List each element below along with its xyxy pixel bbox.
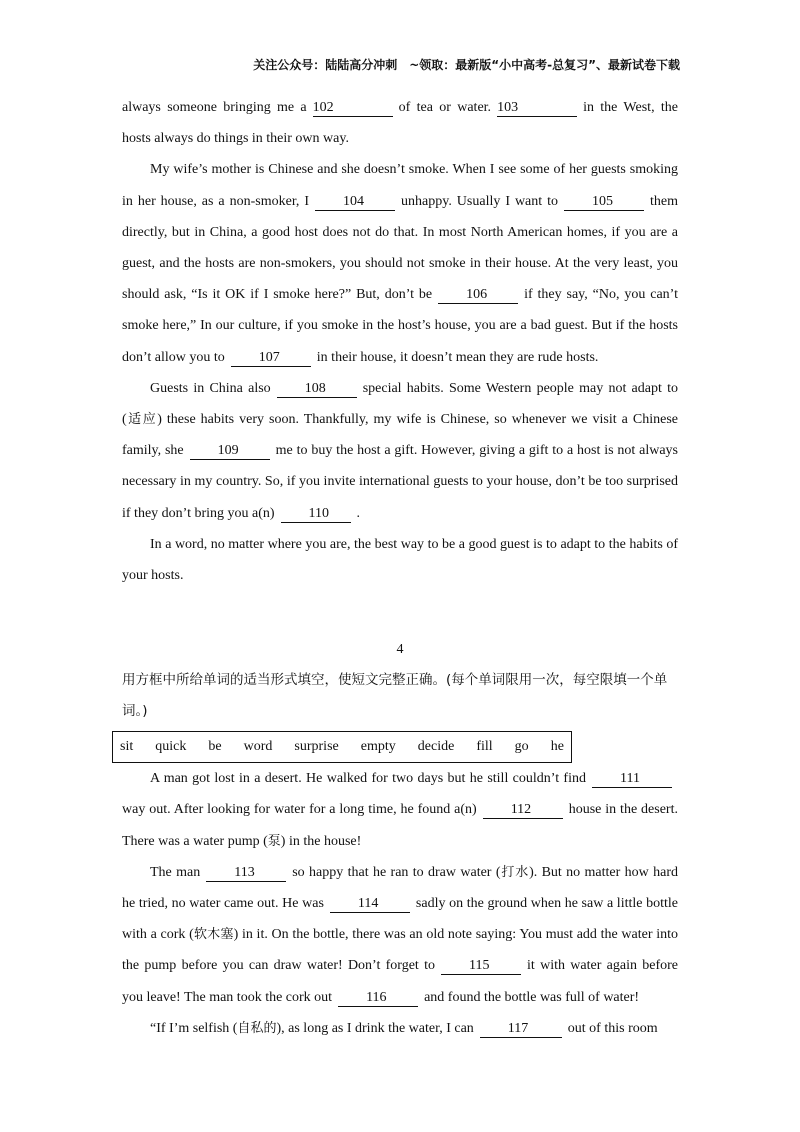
blank-111: 111 xyxy=(592,771,672,788)
chinese-gloss: 适应 xyxy=(126,412,158,428)
blank-112: 112 xyxy=(483,802,563,819)
blank-102: 102 xyxy=(313,100,393,117)
text: in the West, the hosts always do things in their own way. xyxy=(122,100,678,147)
paragraph-3 xyxy=(122,373,678,529)
instruction: 用方框中所给单词的适当形式填空，使短文完整正确。(每个单词限用一次，每空限填一个单词。) xyxy=(122,672,668,720)
word-box-item: be xyxy=(208,739,222,755)
text: out of this room xyxy=(567,1020,658,1036)
chinese-gloss: 软木塞 xyxy=(193,927,234,943)
text: sadly on the ground when he saw a little bottle with a cork ( xyxy=(122,896,678,943)
text: in their house, it doesn’t mean they are rude hosts. xyxy=(316,349,599,365)
paragraph-5 xyxy=(122,763,678,857)
blank-107: 107 xyxy=(231,350,311,367)
word-box-item: empty xyxy=(360,739,396,755)
text: them directly, but in China, a good host does not do that. In most North American homes, if you are a guest, and the hosts are non-smokers, you should not smoke in their house. At the very least, you should ask, “Is it OK if I smoke here?” But, don’t be xyxy=(122,193,679,303)
text: My wife’s mother is Chinese and she doesn’t smoke. When I see some of her guests smoking in her house, as a non-smoker, I xyxy=(122,162,678,209)
blank-110: 110 xyxy=(281,506,351,523)
blank-114: 114 xyxy=(330,896,410,913)
blank-106: 106 xyxy=(438,287,518,304)
blank-105: 105 xyxy=(564,194,644,211)
text: “If I’m selfish ( xyxy=(150,1020,238,1036)
text: always someone bringing me a xyxy=(122,100,307,115)
text: unhappy. Usually I want to xyxy=(401,193,559,209)
text: way out. After looking for water for a long time, he found a(n) xyxy=(122,802,477,818)
paragraph-2 xyxy=(122,154,678,372)
blank-113: 113 xyxy=(206,865,286,882)
text: A man got lost in a desert. He walked for two days but he still couldn’t find xyxy=(150,771,586,787)
paragraph-1 xyxy=(122,92,678,154)
document-body xyxy=(122,92,678,1044)
chinese-gloss: 自私的 xyxy=(237,1020,277,1036)
word-box-item: sit xyxy=(120,739,134,755)
word-box-item: surprise xyxy=(294,739,339,755)
text: Guests in China also xyxy=(150,380,271,396)
word-box-item: decide xyxy=(417,739,455,755)
chinese-gloss: 打水 xyxy=(500,864,530,880)
text: it with water again before you leave! The man took the cork out xyxy=(122,958,679,1005)
text: ) these habits very soon. Thankfully, my wife is Chinese, so whenever we visit a Chinese family, she xyxy=(122,412,678,459)
blank-109: 109 xyxy=(190,443,270,460)
text: and found the bottle was full of water! xyxy=(424,989,640,1005)
paragraph-4: In a word, no matter where you are, the best way to be a good guest is to adapt to the habits of your hosts. xyxy=(122,536,678,584)
blank-104: 104 xyxy=(315,194,395,211)
chinese-gloss: 泵 xyxy=(267,833,281,849)
word-box-item: quick xyxy=(155,739,187,755)
paragraph-7 xyxy=(122,1013,678,1044)
paragraph-6 xyxy=(122,857,678,1013)
text: ) in the house! xyxy=(280,833,362,849)
text: house in the desert. There was a water pump ( xyxy=(122,802,678,849)
word-box xyxy=(112,731,572,763)
text: ). But no matter how hard he tried, no water came out. He was xyxy=(122,864,678,912)
text: ) in it. On the bottle, there was an old note saying: You must add the water into the pump before you can draw water! Don’t forget to xyxy=(122,927,678,974)
word-box-item: he xyxy=(550,739,564,755)
page-number: 4 xyxy=(396,642,404,658)
blank-115: 115 xyxy=(441,958,521,975)
text: The man xyxy=(150,864,201,880)
text: so happy that he ran to draw water ( xyxy=(292,864,501,880)
word-box-item: go xyxy=(514,739,529,755)
text: ), as long as I drink the water, I can xyxy=(276,1020,474,1036)
text: special habits. Some Western people may not adapt to ( xyxy=(122,380,678,428)
page-header: 关注公众号：陆陆高分冲刺 ~领取：最新版“小中高考-总复习”、最新试卷下载 xyxy=(253,58,680,72)
text: me to buy the host a gift. However, giving a gift to a host is not always necessary in my country. So, if you invite international guests to your house, don’t be too surprised if they don’t bring you a(n) xyxy=(122,443,678,521)
blank-108: 108 xyxy=(277,381,357,398)
text: if they say, “No, you can’t smoke here,” In our culture, if you smoke in the host’s house, you are a bad guest. But if the hosts don’t allow you to xyxy=(122,287,678,365)
word-box-item: fill xyxy=(476,739,493,755)
blank-103: 103 xyxy=(497,100,577,117)
blank-117: 117 xyxy=(480,1021,562,1038)
word-box-item: word xyxy=(243,739,273,755)
blank-116: 116 xyxy=(338,990,418,1007)
text: . xyxy=(356,505,361,521)
text: of tea or water. xyxy=(398,100,492,115)
